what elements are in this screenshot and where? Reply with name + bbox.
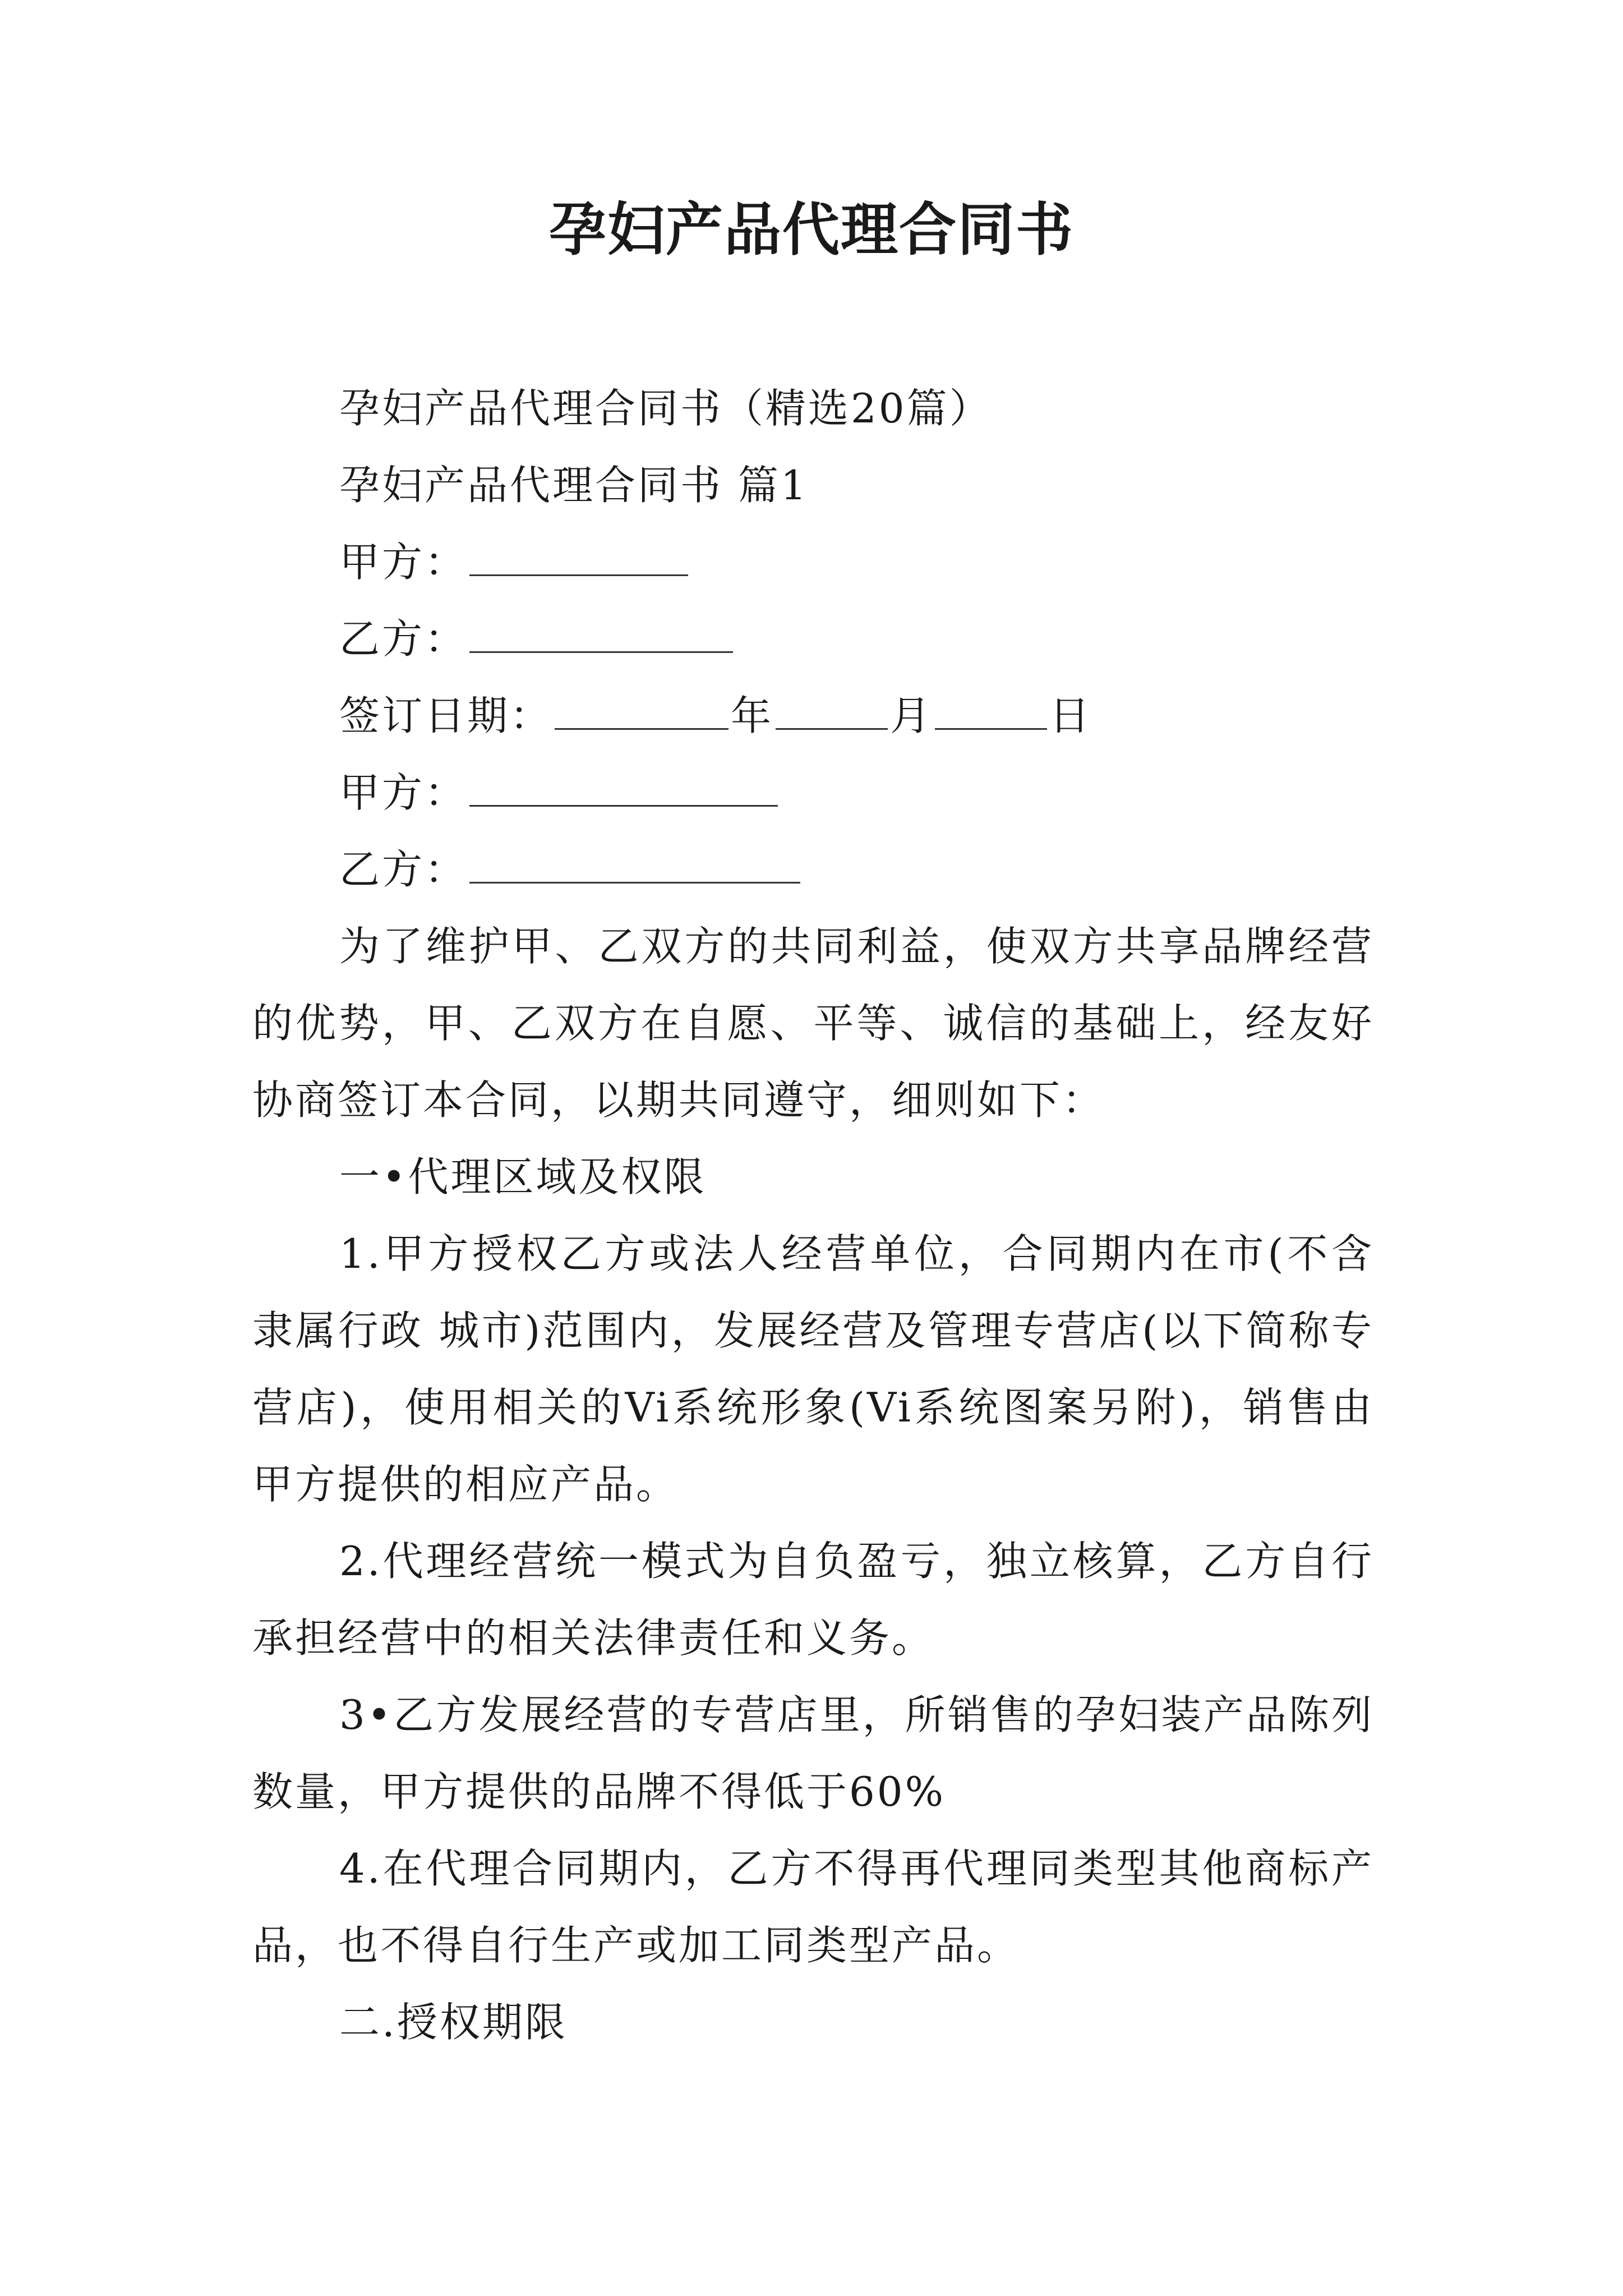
party-a-label: 甲方： xyxy=(339,539,468,586)
clause-1: 1.甲方授权乙方或法人经营单位，合同期内在市(不含隶属行政 城市)范围内，发展经营及管理专营店(以下简称专营店)，使用相关的Vi系统形象(Vi系统图案另附)，销售由甲方提供的相应产品。 xyxy=(252,1230,1374,1508)
section-1-heading: 一•代理区域及权限 xyxy=(339,1153,707,1200)
party-b-line-1 xyxy=(252,601,1374,678)
intro-paragraph: 为了维护甲、乙双方的共同利益，使双方共享品牌经营的优势，甲、乙双方在自愿、平等、诚信的基础上，经友好协商签订本合同，以期共同遵守，细则如下： xyxy=(252,923,1374,1124)
year-label: 年 xyxy=(731,692,774,739)
party-b-label: 乙方： xyxy=(339,615,468,662)
year-blank xyxy=(555,683,728,730)
month-blank xyxy=(776,683,888,730)
party-a-line-1 xyxy=(252,524,1374,601)
party-b-blank xyxy=(469,606,733,653)
chapter-heading: 孕妇产品代理合同书 篇1 xyxy=(339,462,809,509)
clause-4: 4.在代理合同期内，乙方不得再代理同类型其他商标产品，也不得自行生产或加工同类型产品。 xyxy=(252,1845,1374,1969)
day-blank xyxy=(935,683,1047,730)
party-a-line-2 xyxy=(252,754,1374,831)
party-b-blank-2 xyxy=(469,837,800,884)
sign-date-line xyxy=(252,678,1374,754)
party-a-blank-2 xyxy=(469,760,778,807)
clause-3: 3•乙方发展经营的专营店里，所销售的孕妇装产品陈列数量，甲方提供的品牌不得低于60% xyxy=(252,1691,1374,1815)
party-b-line-2 xyxy=(252,831,1374,908)
month-label: 月 xyxy=(890,692,933,739)
party-a-label-2: 甲方： xyxy=(339,769,468,816)
subtitle: 孕妇产品代理合同书（精选20篇） xyxy=(339,385,992,432)
clause-2: 2.代理经营统一模式为自负盈亏，独立核算，乙方自行承担经营中的相关法律责任和义务。 xyxy=(252,1538,1374,1662)
party-b-label-2: 乙方： xyxy=(339,846,468,893)
party-a-blank xyxy=(469,530,688,576)
document-body xyxy=(252,370,1374,2061)
section-2-heading: 二.授权期限 xyxy=(339,1999,568,2046)
document-title: 孕妇产品代理合同书 xyxy=(549,196,1074,264)
day-label: 日 xyxy=(1049,692,1092,739)
date-label: 签订日期： xyxy=(339,692,553,739)
